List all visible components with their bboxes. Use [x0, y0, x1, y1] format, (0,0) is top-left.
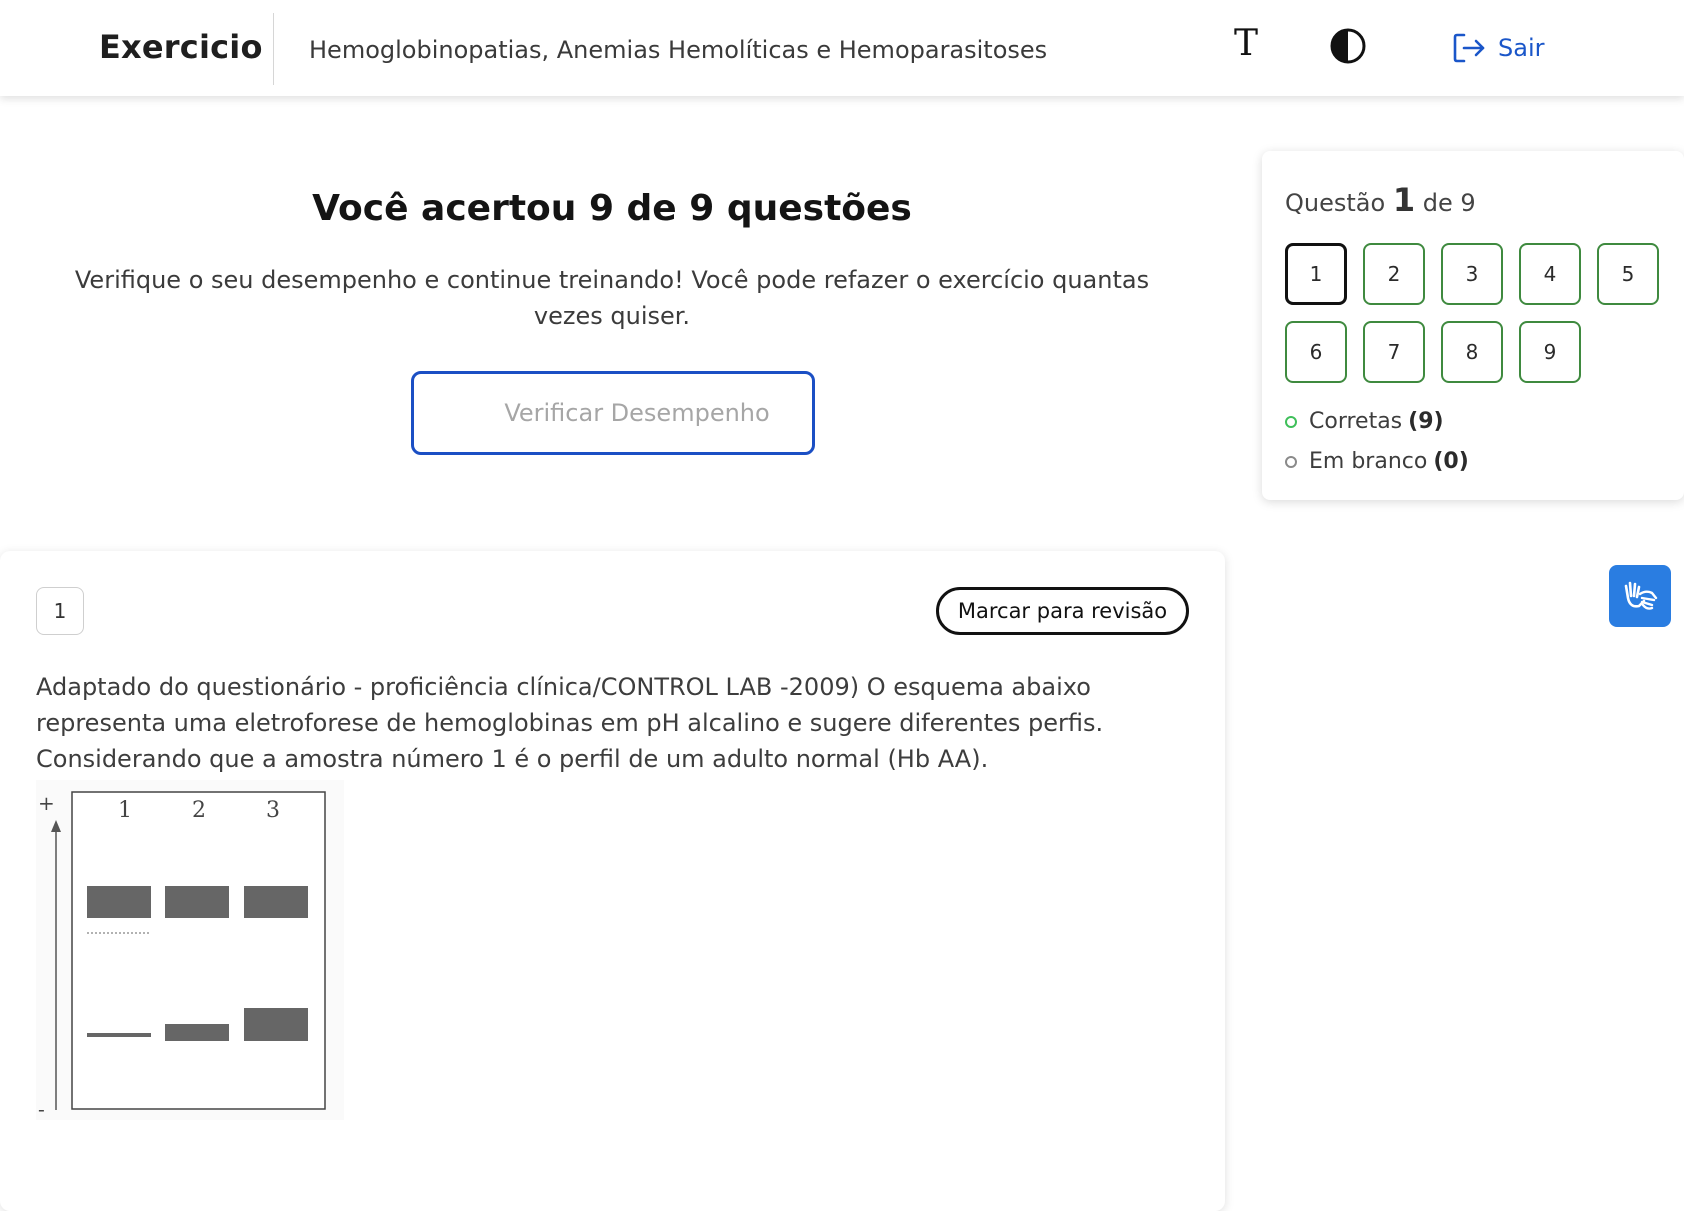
band-lane3-upper	[244, 886, 308, 918]
counter-prefix: Questão	[1285, 189, 1386, 217]
lane-label-1: 1	[118, 798, 132, 823]
result-title: Você acertou 9 de 9 questões	[312, 188, 912, 229]
question-nav-button-9[interactable]: 9	[1519, 321, 1581, 383]
question-nav-button-4[interactable]: 4	[1519, 243, 1581, 305]
electrophoresis-diagram	[36, 780, 344, 1120]
legend-blank	[1285, 449, 1469, 474]
band-lane1-lower	[87, 1033, 151, 1037]
legend-blank-count: (0)	[1433, 449, 1469, 474]
mark-for-review-button[interactable]: Marcar para revisão	[936, 587, 1189, 635]
correct-dot-icon	[1285, 416, 1297, 428]
plus-sign: +	[38, 791, 55, 815]
question-nav-panel	[1262, 151, 1684, 500]
result-description: Verifique o seu desempenho e continue treinando! Você pode refazer o exercício quantas vezes quiser.	[74, 266, 1150, 330]
question-nav-button-5[interactable]: 5	[1597, 243, 1659, 305]
question-text: Adaptado do questionário - proficiência clínica/CONTROL LAB -2009) O esquema abaixo representa uma eletroforese de hemoglobinas em pH alcalino e sugere diferentes perfis. Considerando que a amostra número 1 é o perfil de um adulto normal (Hb AA).	[36, 673, 1104, 773]
header-divider	[273, 13, 274, 85]
libras-accessibility-button[interactable]	[1609, 565, 1671, 627]
legend-correct	[1285, 409, 1444, 434]
course-title: Hemoglobinopatias, Anemias Hemolíticas e Hemoparasitoses	[309, 36, 1048, 64]
legend-correct-count: (9)	[1408, 409, 1444, 434]
lane-label-3: 3	[266, 798, 280, 823]
question-nav-button-2[interactable]: 2	[1363, 243, 1425, 305]
legend-blank-label: Em branco	[1309, 449, 1428, 474]
band-lane2-upper	[165, 886, 229, 918]
electrophoresis-figure	[36, 780, 344, 1120]
band-lane2-lower	[165, 1024, 229, 1041]
libras-hands-icon	[1620, 576, 1660, 616]
question-nav-button-1[interactable]: 1	[1285, 243, 1347, 305]
legend-correct-label: Corretas	[1309, 409, 1403, 434]
gel-frame	[72, 792, 325, 1109]
question-nav-button-3[interactable]: 3	[1441, 243, 1503, 305]
font-size-icon: T	[1233, 23, 1258, 64]
question-nav-button-7[interactable]: 7	[1363, 321, 1425, 383]
blank-dot-icon	[1285, 456, 1297, 468]
question-counter	[1285, 181, 1476, 219]
logout-label: Sair	[1498, 34, 1545, 62]
contrast-button[interactable]	[1329, 27, 1367, 65]
band-lane1-upper	[87, 886, 151, 918]
band-lane3-lower	[244, 1008, 308, 1041]
question-card	[0, 551, 1225, 1211]
lane-label-2: 2	[192, 798, 206, 823]
top-header	[0, 0, 1684, 96]
verify-performance-button[interactable]: Verificar Desempenho	[411, 371, 815, 455]
minus-sign: -	[38, 1097, 45, 1120]
question-nav-button-6[interactable]: 6	[1285, 321, 1347, 383]
font-size-button[interactable]	[1228, 24, 1264, 64]
brand-title: Exercicio	[99, 28, 263, 66]
counter-suffix: de 9	[1422, 189, 1476, 217]
question-number-badge: 1	[36, 587, 84, 635]
arrow-head-icon	[51, 820, 61, 832]
counter-current: 1	[1392, 181, 1416, 219]
logout-button[interactable]	[1452, 30, 1544, 66]
logout-icon	[1452, 32, 1486, 64]
contrast-icon	[1329, 27, 1367, 65]
question-nav-button-8[interactable]: 8	[1441, 321, 1503, 383]
